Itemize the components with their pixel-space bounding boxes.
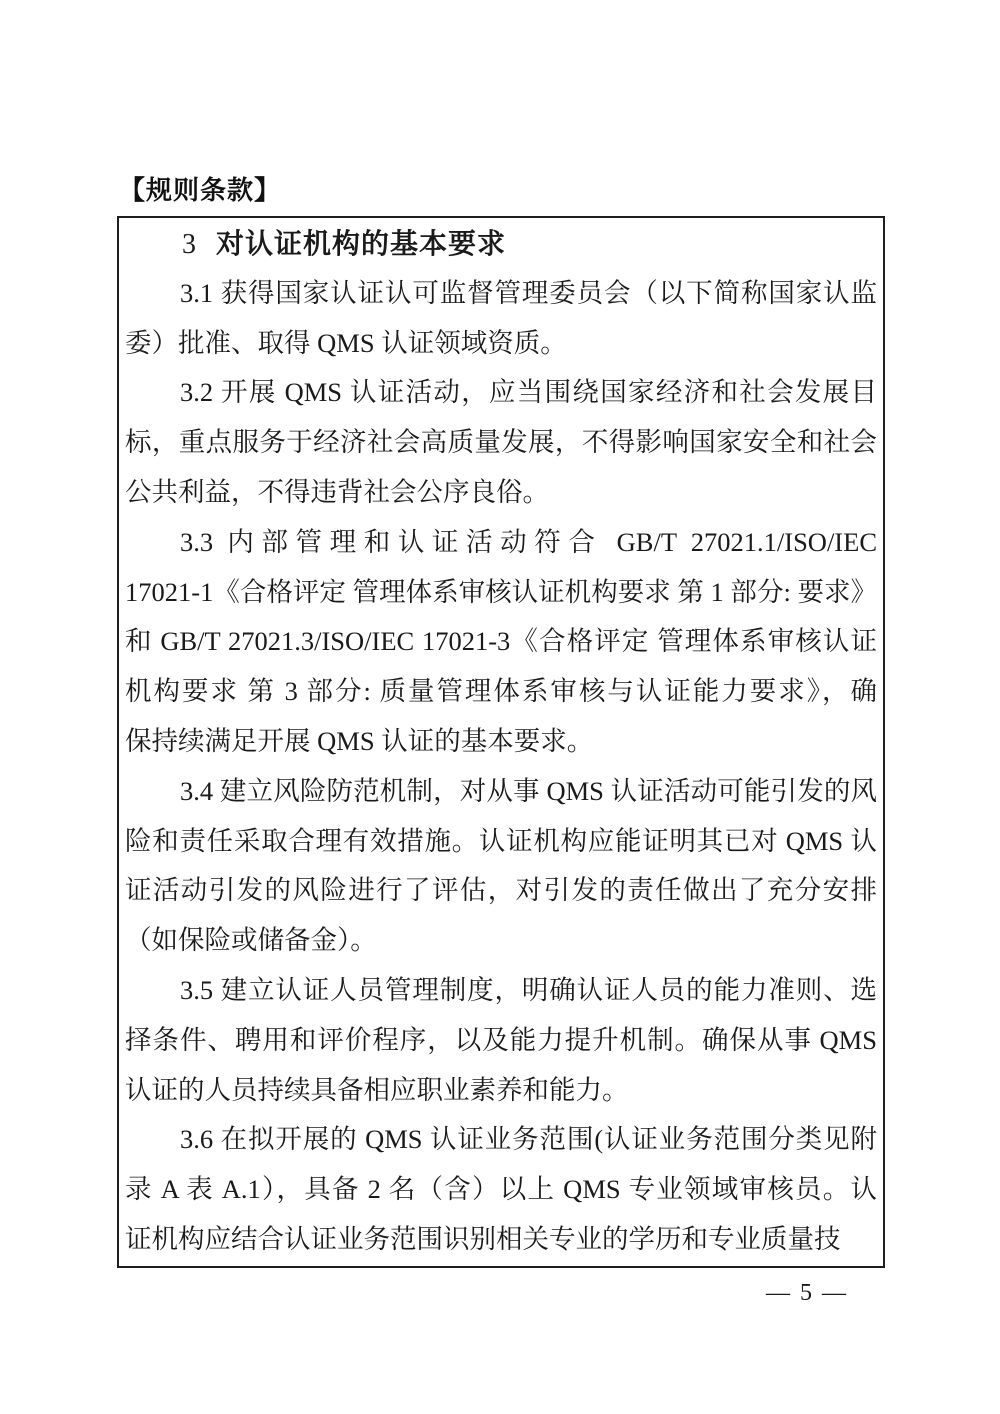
clause-line: 17021-1《合格评定 管理体系审核认证机构要求 第 1 部分: 要求》 — [125, 576, 877, 607]
clause-box — [117, 216, 885, 1268]
clause-3.2 — [125, 368, 877, 517]
clause-line: 证机构应结合认证业务范围识别相关专业的学历和专业质量技 — [125, 1223, 841, 1254]
clause-line: 证活动引发的风险进行了评估，对引发的责任做出了充分安排 — [125, 875, 877, 906]
page-number: — 5 — — [766, 1280, 848, 1306]
clause-heading — [125, 219, 877, 269]
clause-3.1 — [125, 269, 877, 369]
section-label: 【规则条款】 — [119, 175, 282, 205]
clause-line: 保持续满足开展 QMS 认证的基本要求。 — [125, 725, 594, 756]
clauses-container — [125, 269, 877, 1265]
clause-line: 3.3 内部管理和认证活动符合 GB/T 27021.1/ISO/IEC — [180, 526, 877, 557]
clause-line: 险和责任采取合理有效措施。认证机构应能证明其已对 QMS 认 — [125, 825, 877, 856]
clause-line: 标，重点服务于经济社会高质量发展，不得影响国家安全和社会 — [125, 427, 877, 458]
clause-line: 择条件、聘用和评价程序，以及能力提升机制。确保从事 QMS — [125, 1024, 877, 1055]
clause-line: 3.5 建立认证人员管理制度，明确认证人员的能力准则、选 — [180, 974, 877, 1005]
clause-heading-number: 3 — [182, 229, 196, 260]
clause-line: 机构要求 第 3 部分: 质量管理体系审核与认证能力要求》，确 — [125, 676, 877, 707]
clause-heading-title: 对认证机构的基本要求 — [216, 228, 507, 259]
clause-line: 认证的人员持续具备相应职业素养和能力。 — [125, 1074, 629, 1105]
clause-line: （如保险或储备金）。 — [125, 925, 377, 956]
clause-3.3 — [125, 518, 877, 767]
clause-line: 录 A 表 A.1），具备 2 名（含）以上 QMS 专业领域审核员。认 — [125, 1174, 877, 1205]
clause-line: 和 GB/T 27021.3/ISO/IEC 17021-3《合格评定 管理体系审核认证 — [125, 626, 877, 657]
clause-3.4 — [125, 767, 877, 966]
clause-3.6 — [125, 1115, 877, 1264]
clause-3.5 — [125, 966, 877, 1115]
clause-line: 3.6 在拟开展的 QMS 认证业务范围(认证业务范围分类见附 — [180, 1124, 877, 1155]
clause-line: 委）批准、取得 QMS 认证领域资质。 — [125, 327, 567, 358]
clause-line: 3.1 获得国家认证认可监督管理委员会（以下简称国家认监 — [180, 277, 877, 308]
clause-line: 3.4 建立风险防范机制，对从事 QMS 认证活动可能引发的风 — [180, 775, 877, 806]
clause-line: 3.2 开展 QMS 认证活动，应当围绕国家经济和社会发展目 — [180, 377, 877, 408]
clause-line: 公共利益，不得违背社会公序良俗。 — [125, 476, 549, 507]
